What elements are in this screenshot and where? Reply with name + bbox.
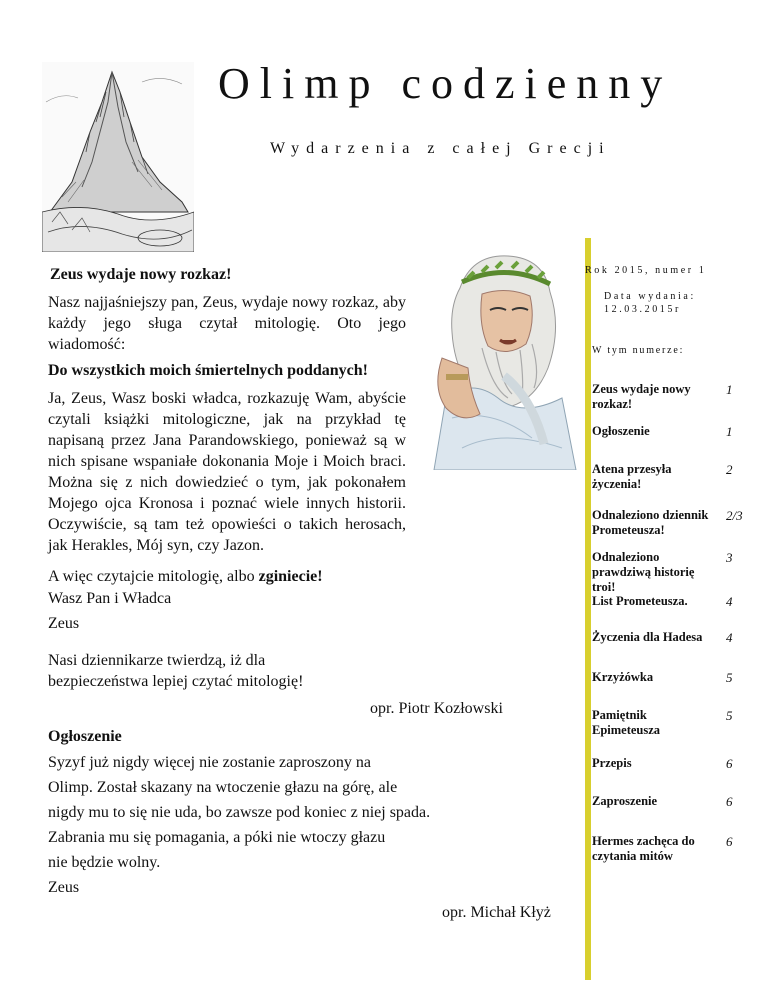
announcement-line: Olimp. Został skazany na wtoczenie głazu na górę, ale bbox=[48, 779, 398, 796]
toc-item bbox=[592, 508, 742, 538]
toc-item-title: Atena przesyła życzenia! bbox=[592, 462, 672, 491]
announcement-line: Zabrania mu się pomagania, a póki nie wtoczy głazu bbox=[48, 829, 386, 846]
announcement-signoff: Zeus bbox=[48, 879, 80, 896]
toc-item-title: List Prometeusza. bbox=[592, 594, 688, 608]
toc-item-page: 1 bbox=[726, 382, 733, 397]
toc-item bbox=[592, 550, 742, 595]
toc-item-title: Hermes zachęca do czytania mitów bbox=[592, 834, 695, 863]
toc-item-title: Zeus wydaje nowy rozkaz! bbox=[592, 382, 691, 411]
toc-item-title: Pamiętnik Epimeteusza bbox=[592, 708, 661, 737]
toc-item-title: Odnaleziono dziennik Prometeusza! bbox=[592, 508, 709, 537]
publication-date-label: Data wydania: bbox=[604, 291, 696, 302]
toc-item bbox=[592, 756, 742, 771]
signoff-name: Zeus bbox=[48, 615, 80, 632]
journalists-note: Nasi dziennikarze twierdzą, iż dla bezpieczeństwa lepiej czytać mitologię! bbox=[48, 652, 304, 690]
announcement-line: nigdy mu to się nie uda, bo zawsze pod koniec z niej spada. bbox=[48, 804, 431, 821]
toc-item-title: Przepis bbox=[592, 756, 632, 770]
toc-item bbox=[592, 462, 742, 492]
read-mythology-text: A więc czytajcie mitologię, albo bbox=[48, 568, 259, 585]
publication-date: 12.03.2015r bbox=[604, 304, 681, 315]
toc-item bbox=[592, 794, 742, 809]
article-intro: Nasz najjaśniejszy pan, Zeus, wydaje nowy rozkaz, aby każdy jego sługa czytał mitologię. Oto jego wiadomość: bbox=[48, 294, 406, 353]
read-mythology-line bbox=[48, 566, 323, 587]
toc-item-title: Odnaleziono prawdziwą historię troi! bbox=[592, 550, 695, 594]
toc-item-page: 4 bbox=[726, 630, 733, 645]
toc-item bbox=[592, 670, 742, 685]
toc-item-page: 3 bbox=[726, 550, 733, 565]
toc-item-page: 2 bbox=[726, 462, 733, 477]
toc-item-page: 6 bbox=[726, 756, 733, 771]
toc-item-page: 1 bbox=[726, 424, 733, 439]
toc-item-page: 5 bbox=[726, 670, 733, 685]
toc-item bbox=[592, 594, 742, 609]
announcement-line: Syzyf już nigdy więcej nie zostanie zaproszony na bbox=[48, 754, 371, 771]
announcement-title: Ogłoszenie bbox=[48, 728, 122, 745]
toc-item-title: Życzenia dla Hadesa bbox=[592, 630, 703, 644]
read-mythology-emphasis: zginiecie! bbox=[258, 568, 323, 585]
sidebar-divider bbox=[585, 238, 591, 980]
decree-text: Ja, Zeus, Wasz boski władca, rozkazuję Wam, abyście czytali książki mitologiczne, jak na przykład tę napisaną przez Jana Parandowskiego, ponieważ są w nich spisane wspaniałe dokonania Moje i Moich braci. Można się z nich dowiedzieć o tym, jak pokonałem Mojego ojca Kronosa i poznać wiele innych historii. Oczywiście, są tam też opowieści o takich herosach, jak Herakles, Mój syn, czy Jazon. bbox=[48, 390, 406, 554]
toc-item bbox=[592, 834, 742, 864]
signoff-title: Wasz Pan i Władca bbox=[48, 590, 172, 607]
toc-item-title: Ogłoszenie bbox=[592, 424, 650, 438]
toc-item bbox=[592, 424, 742, 439]
announcement-line: nie będzie wolny. bbox=[48, 854, 161, 871]
toc-item-page: 4 bbox=[726, 594, 733, 609]
in-this-issue-label: W tym numerze: bbox=[592, 345, 685, 356]
toc-item-page: 5 bbox=[726, 708, 733, 723]
newspaper-title: Olimp codzienny bbox=[218, 59, 673, 108]
toc-item-page: 6 bbox=[726, 794, 733, 809]
toc-item bbox=[592, 708, 742, 738]
toc-item-page: 6 bbox=[726, 834, 733, 849]
article-author: opr. Piotr Kozłowski bbox=[370, 700, 503, 717]
toc-item-page: 2/3 bbox=[726, 508, 743, 523]
zeus-portrait bbox=[412, 248, 580, 470]
issue-number: Rok 2015, numer 1 bbox=[585, 265, 707, 276]
toc-item-title: Krzyżówka bbox=[592, 670, 654, 684]
toc-item bbox=[592, 630, 742, 645]
decree-heading: Do wszystkich moich śmiertelnych poddanych! bbox=[48, 362, 369, 379]
article-title: Zeus wydaje nowy rozkaz! bbox=[50, 266, 232, 283]
newspaper-subtitle: Wydarzenia z całej Grecji bbox=[270, 140, 611, 157]
toc-item-title: Zaproszenie bbox=[592, 794, 658, 808]
toc-item bbox=[592, 382, 742, 412]
mountain-illustration bbox=[42, 62, 194, 252]
announcement-author: opr. Michał Kłyż bbox=[442, 904, 551, 921]
